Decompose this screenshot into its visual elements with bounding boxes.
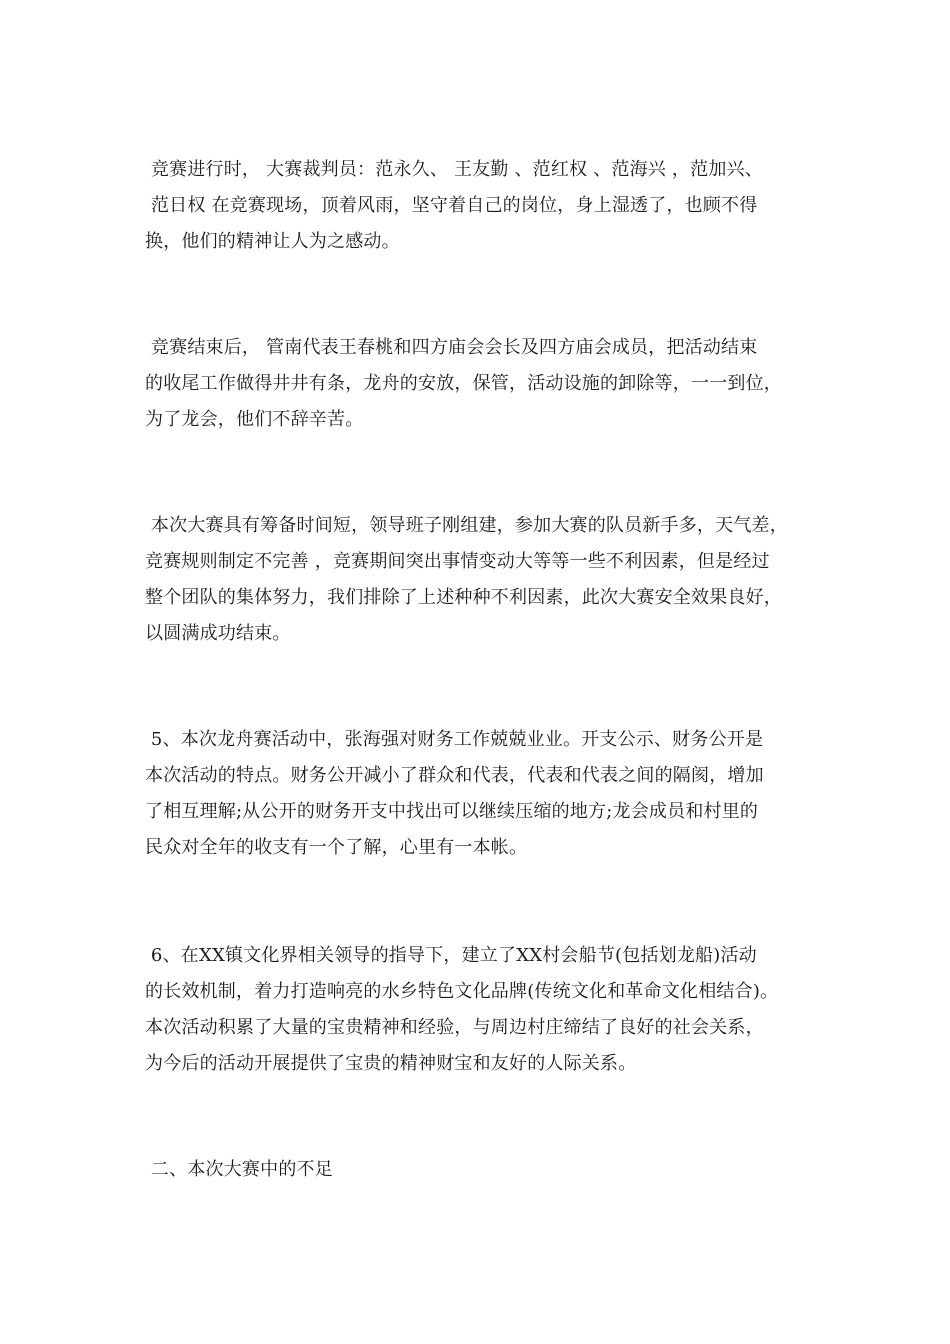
text-line: 本次活动积累了大量的宝贵精神和经验，与周边村庄缔结了良好的社会关系，: [145, 1017, 764, 1038]
text-line: 竞赛规则制定不完善 ，竞赛期间突出事情变动大等等一些不利因素，但是经过: [145, 551, 770, 572]
text-line: 整个团队的集体努力，我们排除了上述种种不利因素，此次大赛安全效果良好，: [145, 587, 782, 608]
text-line: 了相互理解;从公开的财务开支中找出可以继续压缩的地方;龙会成员和村里的: [145, 801, 759, 822]
text-line: 以圆满成功结束。: [145, 623, 291, 644]
paragraph-mechanism: [145, 938, 825, 1082]
paragraph-finance: [145, 722, 825, 866]
text-line: 竞赛结束后， 管南代表王春桃和四方庙会会长及四方庙会成员，把活动结束: [145, 337, 758, 358]
text-line: 5、本次龙舟赛活动中，张海强对财务工作兢兢业业。开支公示、财务公开是: [145, 729, 764, 750]
text-line: 为今后的活动开展提供了宝贵的精神财宝和友好的人际关系。: [145, 1053, 637, 1074]
paragraph-summary: [145, 508, 825, 652]
text-line: 换，他们的精神让人为之感动。: [145, 231, 400, 252]
text-line: 竞赛进行时， 大赛裁判员：范永久、 王友勤 、范红权 、范海兴 ，范加兴、: [145, 159, 763, 180]
section-heading-shortcomings: [145, 1152, 825, 1188]
section-heading: 二、本次大赛中的不足: [145, 1159, 333, 1180]
paragraph-referees: [145, 152, 825, 260]
text-line: 本次大赛具有筹备时间短，领导班子刚组建，参加大赛的队员新手多，天气差，: [145, 515, 788, 536]
text-line: 6、在XX镇文化界相关领导的指导下，建立了XX村会船节(包括划龙船)活动: [145, 945, 757, 966]
paragraph-closing-work: [145, 330, 825, 438]
text-line: 范日权 在竞赛现场，顶着风雨，坚守着自己的岗位，身上湿透了，也顾不得: [145, 195, 758, 216]
text-line: 为了龙会，他们不辞辛苦。: [145, 409, 364, 430]
text-line: 本次活动的特点。财务公开减小了群众和代表，代表和代表之间的隔阂，增加: [145, 765, 764, 786]
text-line: 民众对全年的收支有一个了解，心里有一本帐。: [145, 837, 528, 858]
text-line: 的长效机制，着力打造响亮的水乡特色文化品牌(传统文化和革命文化相结合)。: [145, 981, 779, 1002]
text-line: 的收尾工作做得井井有条，龙舟的安放，保管，活动设施的卸除等，一一到位，: [145, 373, 782, 394]
